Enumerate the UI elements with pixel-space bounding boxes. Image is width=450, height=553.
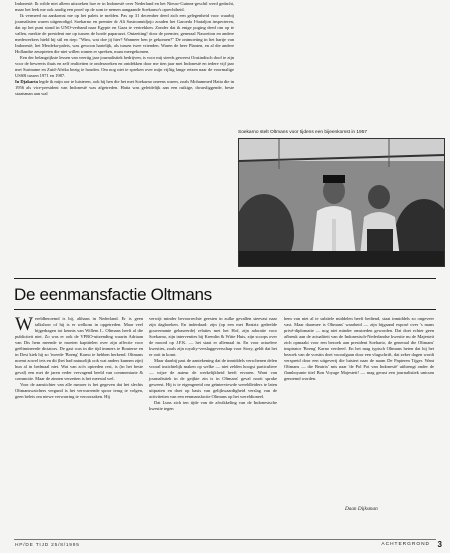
footer-rule — [14, 539, 436, 540]
main-paragraph: hem van niet al te subtiele middelen heeft bediend, staat inmiddels zo ongeveer vast. Maar daarmee is Oltmans' waarheid — zijn bijgaand exposé over 's mans privé-diplomatie — nog niet minder omstreden geworden. Dat doet echter geen afbreuk aan de actualiteit van de Indonesisch-Nederlandse kwestie nu de Majesteit zich opmaakt voor een bezoek aan president Soeharto, de generaal die Oltmans' inspirator 'Boeng' Karno verdreef. En het mag typisch Oltmans heten dat hij het bezoek van de vorstin doet voorafgaan door een vlugschrift, dat zeker dagen wordt verspreid door een uitgeverij die luistert naar de naam De Papieren Tijger. Want Oltmans — die Beatrix' mis naar 'de Pol Pot van Indonesië' uitbrengt onder de flamboyante titel Bon Voyage Majesteit! — mag gerust een journalistiek unicum genoemd worden. — [284, 316, 434, 382]
top-paragraph-last — [15, 79, 234, 97]
first-paragraph-text: ereldberoemd is hij, althans in Nederland. Er is geen talkshow of hij is er welkom in opgetreden. Maar veel bijgedragen tot kennis van Willem L. Oltmans heeft al die publiciteit niet. Zo was er ook de VPRO-uitzending waarin Adriaan van Dis hem meende te moeten kapittelen over zijn affectie voor geëlimineerde dictators. De gast was in die tijd immers te Bouterse en in Desi kiek hij zo 'tweede 'Boeng' Karno te hebben herkend. Oltmans noemt zowel iets en dit (het had natuurlijk ook wat anders kunnen zijn) hun al in hedmaal niet. Wat van zo'n optreden rest, is (in het beste geval) een met de jaren veder vervagend beeld van commentarie & commotie. Maar de zinnen verzetten is het meestal wel. — [15, 316, 143, 382]
top-paragraph: Indonesië. Ik wilde niet alleen uitzoeken hoe er in Indonesië over Nederland en het Nieuw-Guinea-geschil werd gedacht, maar het leek me ook aardig een proef op de som te nemen aangaande Soekarno's oprechtheid. — [15, 1, 234, 13]
main-column-2 — [149, 316, 277, 412]
top-article-column — [15, 1, 234, 97]
author-byline: Daan Dijksman — [345, 506, 378, 512]
main-paragraph-first — [15, 316, 143, 382]
page-number: 3 — [437, 540, 442, 549]
footer-section-name: ACHTERGROND — [381, 542, 430, 547]
top-paragraph: Een der belangrijkste lessen van veertig jaar journalistiek bedrijven, is voor mij steeds geweest Oostindisch doof te zijn voor de beweerts thuis en zelf realiteiten te onderzoeken en ontdekken door me tien jaar met Indonesië en iedere vijf jaar met Suriname en Zuid-Afrika bezig te houden. Om nog niet te spreken over mijn vijftig lange reizen naar de voormalige USSR tussen 1971 en 1987. — [15, 55, 234, 79]
photo-caption: Soekarno stelt Oltmans voor tijdens een bijeenkomst in 1957 — [238, 130, 368, 135]
main-column-3 — [284, 316, 434, 382]
main-paragraph: verwijt minder bevoorrechte geesten in zulke gevallen steevast naar zijn dagboeken. En inderdaad: zijn (op een met Beatrix gedeelde gouvernante gebaseerde) relaties met het Hof, zijn adoratie voor Soekarno, zijn interventies bij Kremlin & Witte Huis, zijn scoops over de moord op J.F.K. — het staat er allemaal in. En voor actuelere kwesties, zoals zijn royalty-verslaggeverschap voor Story, geldt dat het er ooit in komt. — [149, 316, 277, 358]
footer-publication-date: HP/DE TIJD 25/8/1995 — [15, 543, 80, 548]
last-paragraph-text: legde ik mijn oor te luisteren, ook bij hen die het met Soekarno oneens waren, zoals Mohammed Hatta die in 1956 als vice-president van Indonesië was afgetreden. Hatta was geleidelijk aan een ruikige, dwarsliggende, beste staatsman aan wal — [15, 79, 234, 97]
historic-photo — [238, 138, 445, 267]
photo-illustration — [239, 139, 444, 266]
main-paragraph: Dat Luns zich ten tijde van de afwikkeling van de Indonesische kwestie tegen — [149, 400, 277, 412]
headline-rule-top — [14, 278, 436, 279]
top-paragraph: Ik vermeed na aankomst me op het paleis te melden. Pas op 31 december deed zich een gelegenheid voor waarbij journalisten waren uitgenodigd. Soekarno en premier dr Ali Sastroamidjojo zouden het Garoeda I-bataljon inspecteren, dat op het punt stond in UNO-verband naar Egypte en Gaza te vertrekken. Zonder dat ik enige poging deed om op te vallen, merkte de president me op tussen de horde paparazzi. Ontzetting! door de premier, generaal Nasoetion en andere medewerkers hield hij stil en riep: "Wim, wat doe jij hier? Wanneer ben je gekomen?" De ontmoeting in het hartje van Indonesië, het Merdeka-paleis, was gewoon hartelijk, als tussen twee vrienden. Waren de heer Planten, en al die andere Hollandse zeurpieten die niet willen wanen er spreken, maar meegekomen. — [15, 13, 234, 55]
headline-rule-bottom — [14, 309, 436, 310]
drop-cap: W — [15, 314, 33, 335]
lead-word: In Djakarta — [15, 79, 38, 85]
main-column-1 — [15, 316, 143, 400]
main-paragraph: Voor de aanstichter van alle rumoer is het gegeven dat het slechts Oltmanswatchers vergund is het verwarrende spoor terug te volgen, geen belets om niewe verwarring te veroorzaken. Hij — [15, 382, 143, 400]
main-paragraph: Maar daarbij past de aantekening dat de inmiddels verschenen delen vooral inzichtelijk maken op welke — niet zelden hoogst particuliere — wijze de auteur de werkelijkheid heeft ervaren. Want van journalistiek in de geijkte zin is in Oltmans' geval nooit sprake geweest. Hij is te eigengereid om geïnterviewde wereldleiders te laten uitpraten en doet op basis van gelijkwaardigheid verslag van de activiteiten van een eenmansfactie Oltmans op het wereldtoneel. — [149, 358, 277, 400]
article-headline: De eenmansfactie Oltmans — [14, 285, 212, 304]
